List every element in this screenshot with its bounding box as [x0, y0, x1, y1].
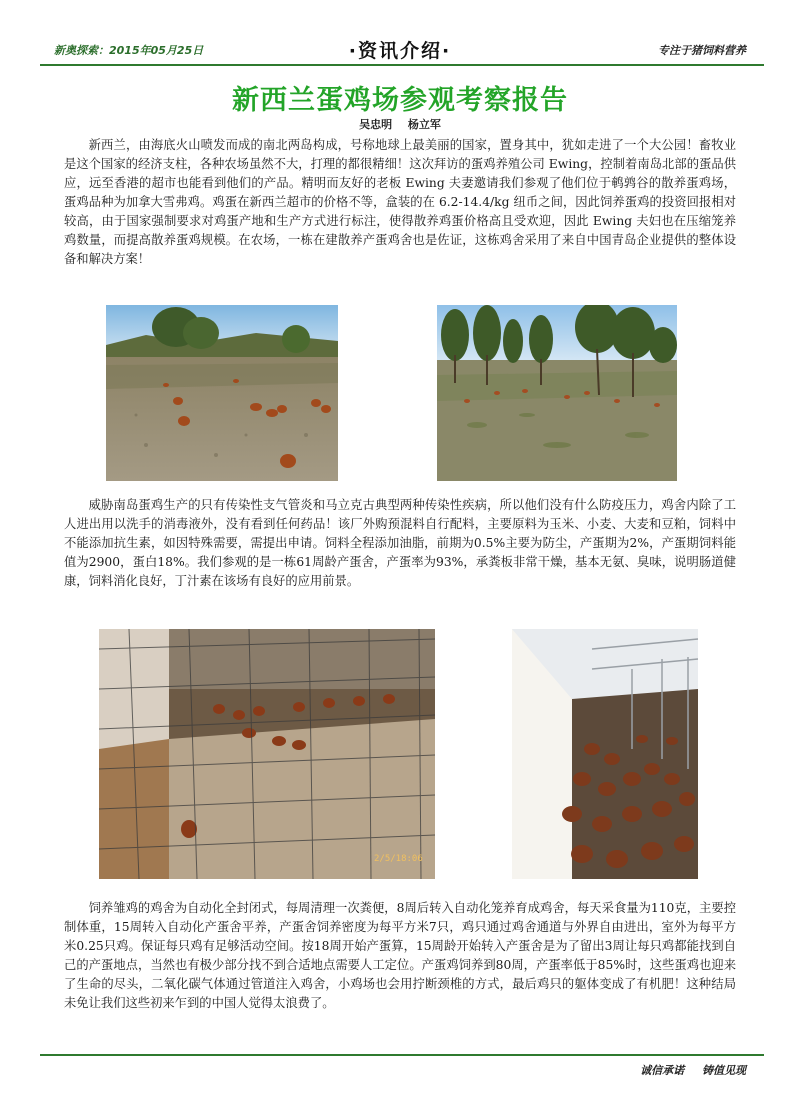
article-paragraph-2: 威胁南岛蛋鸡生产的只有传染性支气管炎和马立克古典型两种传染性疾病，所以他们没有什么防疫压力，鸡舍内除了工人进出用以洗手的消毒液外，没有看到任何药品！该厂外购预混料自行配料，主要原料为玉米、小麦、大麦和豆粕，饲料中不能添加抗生素，如因特殊需要，需提出申请。饲料全程添加油脂，前期为0.5%主要为防尘，产蛋期为2%，产蛋期饲料能值为2900，蛋白18%。我们参观的是一栋61周龄产蛋舍，产蛋率为93%，承粪板非常干燥，基本无氨、臭味，说明肠道健康，饲料消化良好，丁汁素在该场有良好的应用前景。 [64, 498, 736, 588]
photo-timestamp: 2/5/18:06 [374, 854, 423, 864]
header-tagline: 专注于猪饲料营养 [658, 44, 746, 57]
article-authors: 吴忠明 杨立军 [359, 118, 441, 131]
footer-slogan: 诚信承诺 铸值见现 [640, 1064, 746, 1077]
footer-divider [40, 1054, 764, 1056]
header-section-title: ·资讯介绍· [348, 40, 452, 62]
free-range-hens-photo-1 [106, 305, 338, 481]
layer-house-interior-photo-1 [99, 629, 435, 879]
article-paragraph-1: 新西兰，由海底火山喷发而成的南北两岛构成，号称地球上最美丽的国家，置身其中，犹如走进了一个大公园！畜牧业是这个国家的经济支柱，各种农场虽然不大，打理的都很精细！这次拜访的蛋鸡养殖公司 Ewing，控制着南岛北部的蛋品供应，远至香港的超市也能看到他们的产品。精明而友好的老板 Ewing 夫妻邀请我们参观了他们位于鹌鹑谷的散养蛋鸡场，蛋鸡品种为加拿大雪弗鸡。鸡蛋在新西兰超市的价格不等，盒装的在 6.2-14.4/kg 纽币之间，因此饲养蛋鸡的投资回报相对较高，由于国家强制要求对鸡蛋产地和生产方式进行标注，使得散养鸡蛋价格高且受欢迎，因此 Ewing 夫妇也在压缩笼养鸡数量，而提高散养蛋鸡规模。在农场，一栋在建散养产蛋鸡舍也是佐证，这栋鸡舍采用了来自中国青岛企业提供的整体设备和解决方案！ [64, 138, 736, 266]
free-range-hens-photo-2 [437, 305, 677, 481]
header-date: 新奥探索：2015年05月25日 [54, 44, 204, 57]
layer-house-interior-photo-2 [512, 629, 698, 879]
header-divider [40, 64, 764, 66]
article-paragraph-3: 饲养雏鸡的鸡舍为自动化全封闭式，每周清理一次粪便，8周后转入自动化笼养育成鸡舍，每天采食量为110克，主要控制体重，15周转入自动化产蛋舍平养，产蛋舍饲养密度为每平方米7只，鸡只通过鸡舍通道与外界自由进出，室外为每平方米0.25只鸡。保证每只鸡有足够活动空间。按18周开始产蛋算，15周龄开始转入产蛋舍是为了留出3周让每只鸡都能找到自己的产蛋地点，当然也有极少部分找不到合适地点需要人工定位。产蛋鸡饲养到80周，产蛋率低于85%时，这些蛋鸡也迎来了生命的尽头，二氧化碳气体通过管道注入鸡舍，小鸡场也会用拧断颈椎的方式，最后鸡只的躯体变成了有机肥！这种结局未免让我们这些初来乍到的中国人觉得太浪费了。 [64, 901, 736, 1010]
article-title: 新西兰蛋鸡场参观考察报告 [232, 85, 568, 116]
